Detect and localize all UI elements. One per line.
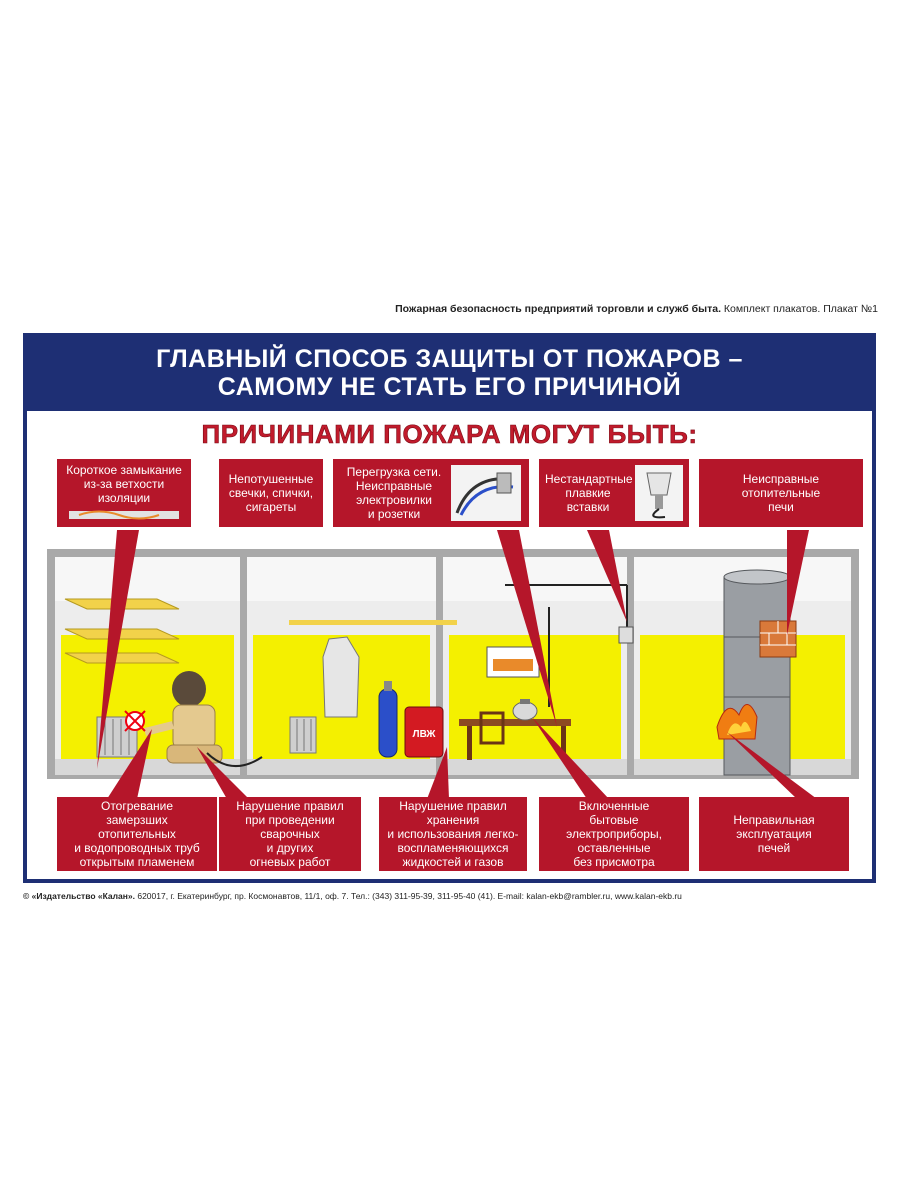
plug-icon [451, 465, 521, 521]
wire-icon [69, 508, 179, 522]
causes-heading: ПРИЧИНАМИ ПОЖАРА МОГУТ БЫТЬ: [201, 419, 698, 449]
cause-overload [333, 459, 529, 527]
callout-wedge-5 [787, 530, 809, 635]
header-line-1: ГЛАВНЫЙ СПОСОБ ЗАЩИТЫ ОТ ПОЖАРОВ – [156, 345, 743, 373]
cause-stove-misuse-text: Неправильная эксплуатация печей [733, 813, 815, 855]
cause-faulty-stoves-text: Неисправные отопительные печи [741, 472, 821, 514]
flammable-barrel-icon [405, 707, 443, 757]
radiator-icon-2 [290, 717, 316, 753]
coat-icon [323, 637, 359, 717]
cause-candles [219, 459, 323, 527]
series-caption-rest: Комплект плакатов. Плакат №1 [721, 303, 878, 315]
cause-unattended-appliances-text: Включенные бытовые электроприборы, оставленные без присмотра [566, 799, 662, 869]
cause-faulty-stoves [699, 459, 863, 527]
bricks-icon [760, 621, 796, 657]
cause-flammable-liquids-text: Нарушение правил хранения и использования легко- воспламеняющихся жидкостей и газов [387, 799, 519, 869]
publisher-contacts: 620017, г. Екатеринбург, пр. Космонавтов, 11/1, оф. 7. Тел.: (343) 311-95-39, 311-95-40 (41). E-mail: kalan-ekb@rambler.ru, www.kalan-ekb.ru [134, 891, 682, 901]
barrel-label: ЛВЖ [412, 729, 436, 740]
wall-picture-icon [487, 647, 539, 677]
header-line-2: САМОМУ НЕ СТАТЬ ЕГО ПРИЧИНОЙ [217, 373, 682, 401]
callout-wedge-b4 [532, 717, 609, 799]
cause-open-flame [57, 797, 217, 871]
stove-icon [724, 570, 790, 775]
cause-candles-text: Непотушенные свечки, спички, сигареты [228, 472, 314, 514]
cause-overload-text: Перегрузка сети. Неисправные электровилки и розетки [346, 465, 442, 521]
cause-flammable-liquids [379, 797, 527, 871]
welder-figure [145, 671, 262, 766]
cause-welding-text: Нарушение правил при проведении сварочных и других огневых работ [236, 799, 344, 869]
cause-open-flame-text: Отогревание замерзших отопительных и водопроводных труб открытым пламенем [74, 799, 200, 869]
cause-fuses-text: Нестандартные плавкие вставки [545, 472, 633, 514]
fuse-icon [635, 465, 683, 521]
cause-stove-misuse [699, 797, 849, 871]
publisher-footer [23, 891, 682, 901]
gas-cylinder-icon [379, 681, 397, 757]
poster [23, 333, 876, 883]
series-caption-bold: Пожарная безопасность предприятий торговли и служб быта. [395, 303, 721, 315]
series-caption [395, 303, 878, 315]
cause-welding [219, 797, 361, 871]
welding-spark-icon [125, 711, 145, 731]
publisher-name: © «Издательство «Калан». [23, 891, 135, 901]
callout-wedge-4 [587, 530, 627, 622]
cause-fuses [539, 459, 689, 527]
cause-short-circuit [57, 459, 191, 527]
cause-unattended-appliances [539, 797, 689, 871]
kettle-icon [513, 699, 537, 720]
table-icon [459, 713, 571, 760]
cause-short-circuit-text: Короткое замыкание из-за ветхости изоляции [66, 463, 182, 505]
